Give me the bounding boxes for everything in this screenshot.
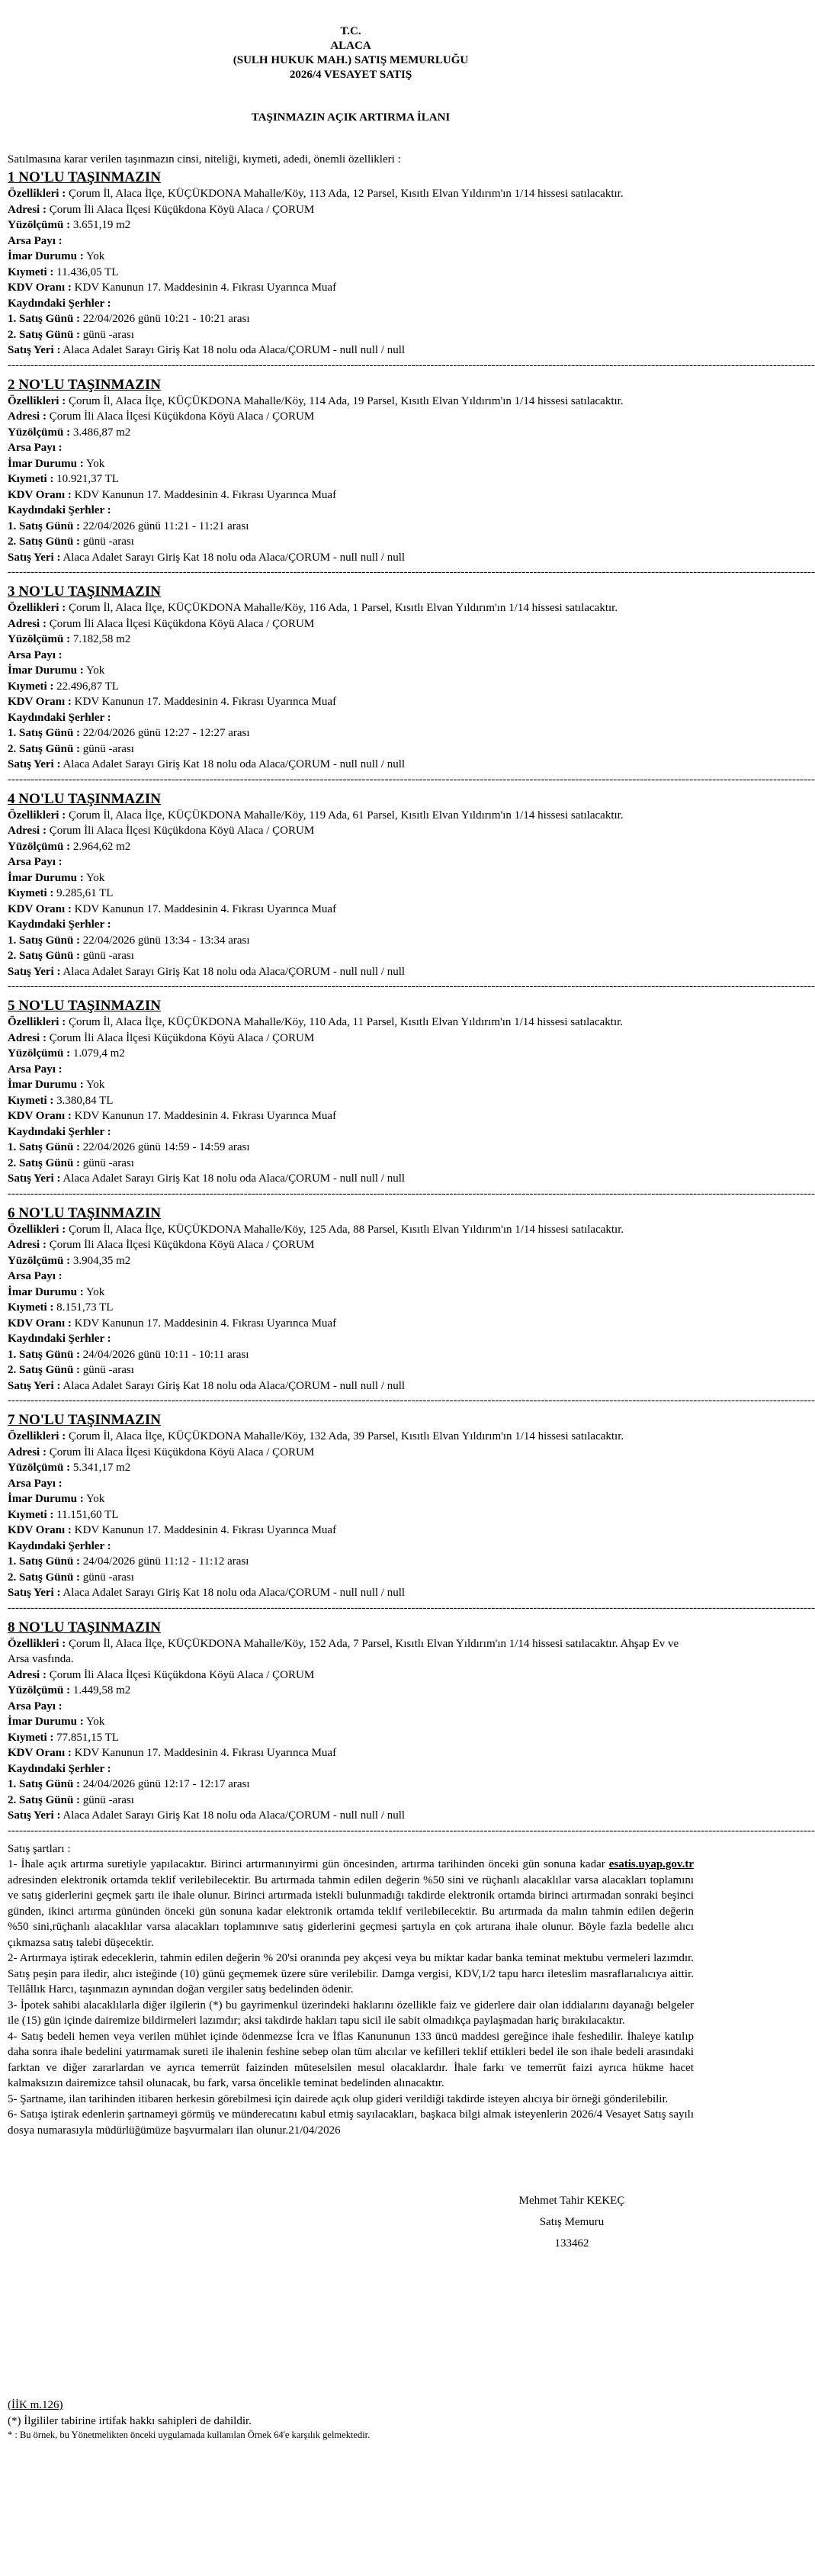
- field-value-zoning: Yok: [85, 457, 105, 470]
- field-value-value: 11.436,05 TL: [56, 265, 119, 278]
- property-row-value: [8, 265, 694, 281]
- property-row-share: [8, 1476, 694, 1492]
- property-row-features: [8, 1636, 694, 1667]
- property-row-place: [8, 757, 694, 773]
- field-value-sale2: günü -arası: [82, 1571, 134, 1584]
- field-value-value: 10.921,37 TL: [56, 473, 119, 485]
- field-value-kdv: KDV Kanunun 17. Maddesinin 4. Fıkrası Uyarınca Muaf: [74, 1524, 337, 1536]
- field-value-area: 1.079,4 m2: [72, 1047, 125, 1060]
- property-row-kdv: [8, 1523, 694, 1539]
- field-label-share: Arsa Payı :: [8, 1477, 63, 1490]
- field-label-sale2: 2. Satış Günü :: [8, 1364, 81, 1376]
- property-row-sale1: [8, 311, 694, 327]
- property-row-sale2: [8, 327, 694, 343]
- property-row-share: [8, 233, 694, 249]
- property-row-annotations: [8, 1331, 694, 1347]
- property-title: 6 NO'LU TAŞINMAZIN: [8, 1204, 161, 1221]
- property-row-kdv: [8, 902, 694, 918]
- field-value-sale2: günü -arası: [82, 1364, 134, 1376]
- field-label-sale1: 1. Satış Günü :: [8, 1555, 81, 1568]
- esatis-link[interactable]: esatis.uyap.gov.tr: [608, 1858, 694, 1870]
- document-footer: [8, 2398, 694, 2442]
- property-row-sale2: [8, 1156, 694, 1172]
- field-value-sale1: 22/04/2026 günü 11:21 - 11:21 arası: [82, 519, 249, 532]
- field-value-features: Çorum İl, Alaca İlçe, KÜÇÜKDONA Mahalle/Köy, 132 Ada, 39 Parsel, Kısıtlı Elvan Yıldırım'ın 1/14 hissesi satılacaktır.: [68, 1430, 624, 1442]
- signatory-title: Satış Memuru: [539, 2216, 605, 2228]
- field-label-sale2: 2. Satış Günü :: [8, 328, 81, 341]
- property-row-value: [8, 679, 694, 695]
- field-label-value: Kıymeti :: [8, 473, 54, 485]
- property-row-value: [8, 471, 694, 487]
- field-value-zoning: Yok: [85, 250, 105, 262]
- field-label-zoning: İmar Durumu :: [8, 664, 84, 677]
- field-value-place: Alaca Adalet Sarayı Giriş Kat 18 nolu oda Alaca/ÇORUM - null null / null: [63, 758, 406, 770]
- field-label-zoning: İmar Durumu :: [8, 1079, 84, 1091]
- field-value-value: 11.151,60 TL: [56, 1508, 119, 1521]
- property-row-place: [8, 1171, 694, 1187]
- property-block: [8, 1619, 815, 1838]
- field-label-features: Özellikleri :: [8, 602, 66, 614]
- field-value-features: Çorum İl, Alaca İlçe, KÜÇÜKDONA Mahalle/Köy, 113 Ada, 12 Parsel, Kısıtlı Elvan Yıldırım'ın 1/14 hissesi satılacaktır.: [68, 188, 624, 200]
- field-label-features: Özellikleri :: [8, 1637, 66, 1650]
- field-label-features: Özellikleri :: [8, 1430, 66, 1442]
- field-label-value: Kıymeti :: [8, 680, 54, 693]
- field-label-address: Adresi :: [8, 617, 47, 630]
- property-row-place: [8, 550, 694, 566]
- field-label-annotations: Kaydındaki Şerhler :: [8, 1762, 111, 1775]
- field-label-annotations: Kaydındaki Şerhler :: [8, 504, 111, 516]
- property-row-features: [8, 600, 694, 616]
- field-label-value: Kıymeti :: [8, 1094, 54, 1107]
- field-label-kdv: KDV Oranı :: [8, 696, 72, 708]
- property-row-annotations: [8, 710, 694, 726]
- property-row-share: [8, 1699, 694, 1715]
- field-label-area: Yüzölçümü :: [8, 1684, 71, 1696]
- field-label-value: Kıymeti :: [8, 1731, 54, 1744]
- field-label-kdv: KDV Oranı :: [8, 1110, 72, 1122]
- field-value-value: 3.380,84 TL: [56, 1094, 114, 1107]
- field-label-annotations: Kaydındaki Şerhler :: [8, 1125, 111, 1138]
- field-value-area: 3.904,35 m2: [72, 1254, 131, 1267]
- field-label-features: Özellikleri :: [8, 394, 66, 407]
- field-label-annotations: Kaydındaki Şerhler :: [8, 297, 111, 310]
- field-label-zoning: İmar Durumu :: [8, 457, 84, 470]
- property-row-zoning: [8, 456, 694, 472]
- field-value-sale2: günü -arası: [82, 328, 134, 341]
- property-row-address: [8, 823, 694, 839]
- document-header: [8, 24, 694, 82]
- property-row-area: [8, 839, 694, 855]
- field-label-area: Yüzölçümü :: [8, 1254, 71, 1267]
- field-value-sale1: 22/04/2026 günü 10:21 - 10:21 arası: [82, 313, 250, 325]
- property-row-zoning: [8, 1077, 694, 1093]
- field-value-kdv: KDV Kanunun 17. Maddesinin 4. Fıkrası Uyarınca Muaf: [74, 902, 337, 915]
- condition-5: 5- Şartname, ilan tarihinden itibaren herkesin görebilmesi için dairede açık olup gideri verildiği takdirde isteyen alıcıya bir örneği gönderilebilir.: [8, 2092, 669, 2105]
- property-row-address: [8, 616, 694, 632]
- property-title: 4 NO'LU TAŞINMAZIN: [8, 790, 161, 807]
- field-label-annotations: Kaydındaki Şerhler :: [8, 918, 111, 931]
- property-row-sale2: [8, 1793, 694, 1809]
- condition-4: 4- Satış bedeli hemen veya verilen mühlet içinde ödenmezse İcra ve İflas Kanununun 133 üncü maddesi gereğince ihale feshedilir. İhaleye katılıp daha sonra ihale bedelini yatırmamak sureti ile ihalenin feshine sebep olan tüm alıcılar ve kefilleri teklif ettikleri bedel ile son ihale bedeli arasındaki farktan ve diğer zararlardan ve ayrıca temerrüt faizinden müteselsilen mesul olacaklardır. İhale farkı ve temerrüt faizi ayrıca hükme hacet kalmaksızın dairemizce tahsil olunacak, bu fark, varsa öncelikle teminat bedelinden alınacaktır.: [8, 2030, 694, 2089]
- field-label-share: Arsa Payı :: [8, 1063, 63, 1076]
- field-label-kdv: KDV Oranı :: [8, 1524, 72, 1536]
- field-label-features: Özellikleri :: [8, 1223, 66, 1236]
- property-row-place: [8, 1585, 694, 1601]
- property-row-area: [8, 1253, 694, 1269]
- property-row-annotations: [8, 1539, 694, 1555]
- property-row-features: [8, 808, 694, 824]
- field-label-sale2: 2. Satış Günü :: [8, 535, 81, 548]
- field-label-area: Yüzölçümü :: [8, 426, 71, 439]
- field-value-features: Çorum İl, Alaca İlçe, KÜÇÜKDONA Mahalle/Köy, 125 Ada, 88 Parsel, Kısıtlı Elvan Yıldırım'ın 1/14 hissesi satılacaktır.: [68, 1223, 624, 1236]
- property-row-area: [8, 632, 694, 648]
- signature-block: [480, 2190, 663, 2254]
- field-label-zoning: İmar Durumu :: [8, 1716, 84, 1728]
- property-row-sale2: [8, 948, 694, 964]
- property-block: [8, 583, 815, 786]
- field-value-address: Çorum İli Alaca İlçesi Küçükdona Köyü Alaca / ÇORUM: [49, 617, 315, 630]
- field-value-zoning: Yok: [85, 871, 105, 884]
- property-row-area: [8, 1460, 694, 1476]
- condition-2: 2- Artırmaya iştirak edeceklerin, tahmin edilen değerin % 20'si oranında pey akçesi veya bu miktar kadar banka teminat mektubu vermeleri lazımdır. Satış peşin para iledir, alıcı isteğinde (10) günü geçmemek üzere süre verilebilir. Damga vergisi, KDV,1/2 tapu harcı ileteslim masraflarıalıcıya aittir. Tellâllık Harcı, taşınmazın aynından doğan vergiler satış bedelinden ödenir.: [8, 1952, 694, 1996]
- field-value-place: Alaca Adalet Sarayı Giriş Kat 18 nolu oda Alaca/ÇORUM - null null / null: [63, 1379, 406, 1392]
- field-label-sale1: 1. Satış Günü :: [8, 934, 81, 947]
- section-separator: --------------------------------------------------------------------------------------------------------------------------------------------------------------------------------------------------------------------: [8, 1824, 815, 1837]
- field-value-place: Alaca Adalet Sarayı Giriş Kat 18 nolu oda Alaca/ÇORUM - null null / null: [63, 1172, 406, 1185]
- field-value-sale2: günü -arası: [82, 1793, 134, 1806]
- field-label-share: Arsa Payı :: [8, 856, 63, 868]
- property-title: 8 NO'LU TAŞINMAZIN: [8, 1619, 161, 1635]
- field-label-address: Adresi :: [8, 825, 47, 837]
- field-label-area: Yüzölçümü :: [8, 840, 71, 853]
- field-label-share: Arsa Payı :: [8, 648, 63, 661]
- field-label-value: Kıymeti :: [8, 1508, 54, 1521]
- field-label-place: Satış Yeri :: [8, 551, 61, 564]
- field-label-kdv: KDV Oranı :: [8, 281, 72, 294]
- condition-1: 1- İhale açık artırma suretiyle yapılacaktır. Birinci artırmanınyirmi gün öncesinden, artırma tarihinden önceki gün sonuna kadar esatis.uyap.gov.tr adresinden elektronik ortamda teklif verilebilecektir. Bu artırmada tahmin edilen değerin %50 sini ve rüçhanlı alacaklılar varsa alacakları toplamını ve satış giderlerini geçmek şartı ile ihale olunur. Birinci artırmada istekli bulunmadığı takdirde elektronik ortamda birinci artırmadan sonraki beşinci günden, ikinci artırma gününden önceki gün sonuna kadar elektronik ortamda teklif verilebilecektir. Bu artırmada da malın tahmin edilen değerin %50 sini,rüçhanlı alacaklılar varsa alacakları toplamınıve satış giderlerini geçmesi şartıyla en çok artırana ihale olunur. Böyle fazla bedelle alıcı çıkmazsa satış talebi düşecektir.: [8, 1858, 694, 1949]
- sale-conditions: [8, 1841, 694, 2139]
- field-value-kdv: KDV Kanunun 17. Maddesinin 4. Fıkrası Uyarınca Muaf: [74, 1110, 337, 1122]
- property-row-area: [8, 217, 694, 233]
- field-label-share: Arsa Payı :: [8, 442, 63, 454]
- field-label-sale2: 2. Satış Günü :: [8, 950, 81, 962]
- field-label-place: Satış Yeri :: [8, 758, 61, 770]
- property-row-sale1: [8, 1347, 694, 1363]
- field-value-kdv: KDV Kanunun 17. Maddesinin 4. Fıkrası Uyarınca Muaf: [74, 1747, 337, 1759]
- header-line-office: (SULH HUKUK MAH.) SATIŞ MEMURLUĞU: [233, 54, 469, 66]
- field-label-share: Arsa Payı :: [8, 1270, 63, 1282]
- field-label-place: Satış Yeri :: [8, 1809, 61, 1822]
- field-value-features: Çorum İl, Alaca İlçe, KÜÇÜKDONA Mahalle/Köy, 114 Ada, 19 Parsel, Kısıtlı Elvan Yıldırım'ın 1/14 hissesi satılacaktır.: [68, 394, 624, 407]
- field-value-sale2: günü -arası: [82, 950, 134, 962]
- field-label-value: Kıymeti :: [8, 265, 54, 278]
- field-value-area: 1.449,58 m2: [72, 1684, 131, 1696]
- property-title: 5 NO'LU TAŞINMAZIN: [8, 998, 161, 1014]
- property-row-features: [8, 1222, 694, 1238]
- field-value-features: Çorum İl, Alaca İlçe, KÜÇÜKDONA Mahalle/Köy, 116 Ada, 1 Parsel, Kısıtlı Elvan Yıldırım'ın 1/14 hissesi satılacaktır.: [68, 602, 618, 614]
- property-row-features: [8, 186, 694, 202]
- property-row-zoning: [8, 663, 694, 679]
- field-value-kdv: KDV Kanunun 17. Maddesinin 4. Fıkrası Uyarınca Muaf: [74, 1317, 337, 1330]
- field-label-sale1: 1. Satış Günü :: [8, 1778, 81, 1790]
- field-label-place: Satış Yeri :: [8, 1379, 61, 1392]
- property-block: [8, 1204, 815, 1408]
- field-label-place: Satış Yeri :: [8, 965, 61, 978]
- field-label-area: Yüzölçümü :: [8, 1462, 71, 1474]
- property-row-kdv: [8, 1108, 694, 1124]
- field-label-features: Özellikleri :: [8, 1016, 66, 1028]
- law-reference: (İİK m.126): [8, 2399, 63, 2411]
- field-value-place: Alaca Adalet Sarayı Giriş Kat 18 nolu oda Alaca/ÇORUM - null null / null: [63, 1809, 406, 1822]
- property-row-annotations: [8, 917, 694, 933]
- field-value-sale2: günü -arası: [82, 1156, 134, 1169]
- field-label-kdv: KDV Oranı :: [8, 488, 72, 501]
- field-label-value: Kıymeti :: [8, 1301, 54, 1314]
- field-label-value: Kıymeti :: [8, 887, 54, 899]
- field-label-zoning: İmar Durumu :: [8, 1493, 84, 1505]
- section-separator: --------------------------------------------------------------------------------------------------------------------------------------------------------------------------------------------------------------------: [8, 566, 815, 578]
- field-value-place: Alaca Adalet Sarayı Giriş Kat 18 nolu oda Alaca/ÇORUM - null null / null: [63, 551, 406, 564]
- section-separator: --------------------------------------------------------------------------------------------------------------------------------------------------------------------------------------------------------------------: [8, 773, 815, 786]
- field-label-area: Yüzölçümü :: [8, 633, 71, 645]
- property-row-sale2: [8, 1570, 694, 1586]
- field-label-sale1: 1. Satış Günü :: [8, 1141, 81, 1153]
- field-value-features: Çorum İl, Alaca İlçe, KÜÇÜKDONA Mahalle/Köy, 110 Ada, 11 Parsel, Kısıtlı Elvan Yıldırım'ın 1/14 hissesi satılacaktır.: [68, 1016, 624, 1028]
- property-row-address: [8, 1237, 694, 1253]
- intro-text: Satılmasına karar verilen taşınmazın cinsi, niteliği, kıymeti, adedi, önemli özellikleri :: [8, 153, 401, 166]
- field-label-sale1: 1. Satış Günü :: [8, 727, 81, 739]
- field-label-kdv: KDV Oranı :: [8, 1747, 72, 1759]
- field-value-place: Alaca Adalet Sarayı Giriş Kat 18 nolu oda Alaca/ÇORUM - null null / null: [63, 1587, 406, 1599]
- field-value-kdv: KDV Kanunun 17. Maddesinin 4. Fıkrası Uyarınca Muaf: [74, 488, 337, 501]
- field-value-sale1: 22/04/2026 günü 12:27 - 12:27 arası: [82, 727, 250, 739]
- field-value-features: Çorum İl, Alaca İlçe, KÜÇÜKDONA Mahalle/Köy, 152 Ada, 7 Parsel, Kısıtlı Elvan Yıldırım'ın 1/14 hissesi satılacaktır. Ahşap Ev ve Arsa vasfında.: [8, 1637, 679, 1665]
- field-label-sale2: 2. Satış Günü :: [8, 1793, 81, 1806]
- property-row-zoning: [8, 249, 694, 265]
- property-row-annotations: [8, 296, 694, 312]
- field-label-place: Satış Yeri :: [8, 344, 61, 356]
- field-label-annotations: Kaydındaki Şerhler :: [8, 1539, 111, 1552]
- field-label-area: Yüzölçümü :: [8, 1047, 71, 1060]
- field-label-kdv: KDV Oranı :: [8, 902, 72, 915]
- property-row-sale1: [8, 1554, 694, 1570]
- property-row-share: [8, 648, 694, 664]
- property-row-sale1: [8, 1140, 694, 1156]
- property-row-address: [8, 409, 694, 425]
- property-block: [8, 1411, 815, 1615]
- property-row-sale2: [8, 741, 694, 757]
- property-row-place: [8, 1378, 694, 1394]
- section-separator: --------------------------------------------------------------------------------------------------------------------------------------------------------------------------------------------------------------------: [8, 359, 815, 371]
- property-row-address: [8, 1667, 694, 1684]
- property-row-area: [8, 1046, 694, 1062]
- property-row-kdv: [8, 1316, 694, 1332]
- field-label-sale1: 1. Satış Günü :: [8, 313, 81, 325]
- property-row-place: [8, 964, 694, 980]
- property-row-annotations: [8, 1761, 694, 1777]
- property-row-annotations: [8, 1124, 694, 1140]
- field-value-zoning: Yok: [85, 1285, 105, 1298]
- field-label-address: Adresi :: [8, 1446, 47, 1458]
- field-value-address: Çorum İli Alaca İlçesi Küçükdona Köyü Alaca / ÇORUM: [49, 1668, 315, 1681]
- property-row-sale2: [8, 534, 694, 550]
- field-value-area: 3.651,19 m2: [72, 219, 131, 231]
- field-label-address: Adresi :: [8, 1239, 47, 1251]
- header-line-file: 2026/4 VESAYET SATIŞ: [289, 69, 412, 81]
- field-label-area: Yüzölçümü :: [8, 219, 71, 231]
- property-title: 2 NO'LU TAŞINMAZIN: [8, 376, 161, 393]
- field-value-address: Çorum İli Alaca İlçesi Küçükdona Köyü Alaca / ÇORUM: [49, 825, 315, 837]
- conditions-heading: Satış şartları :: [8, 1842, 71, 1855]
- field-value-value: 8.151,73 TL: [56, 1301, 114, 1314]
- property-row-place: [8, 343, 694, 359]
- field-value-area: 2.964,62 m2: [72, 840, 131, 853]
- field-value-zoning: Yok: [85, 1079, 105, 1091]
- property-block: [8, 376, 815, 580]
- field-label-zoning: İmar Durumu :: [8, 871, 84, 884]
- property-list: [8, 169, 815, 1838]
- property-title: 7 NO'LU TAŞINMAZIN: [8, 1412, 161, 1428]
- property-row-kdv: [8, 694, 694, 710]
- property-row-sale1: [8, 1777, 694, 1793]
- property-row-sale1: [8, 725, 694, 741]
- section-separator: --------------------------------------------------------------------------------------------------------------------------------------------------------------------------------------------------------------------: [8, 980, 815, 992]
- field-label-address: Adresi :: [8, 410, 47, 423]
- property-row-address: [8, 1445, 694, 1461]
- property-title: 1 NO'LU TAŞINMAZIN: [8, 169, 161, 185]
- field-value-address: Çorum İli Alaca İlçesi Küçükdona Köyü Alaca / ÇORUM: [49, 203, 315, 216]
- footnote-form: * : Bu örnek, bu Yönetmelikten önceki uygulamada kullanılan Örnek 64'e karşılık gelmektedir.: [8, 2430, 371, 2440]
- field-value-kdv: KDV Kanunun 17. Maddesinin 4. Fıkrası Uyarınca Muaf: [74, 281, 337, 294]
- field-value-place: Alaca Adalet Sarayı Giriş Kat 18 nolu oda Alaca/ÇORUM - null null / null: [63, 344, 406, 356]
- section-separator: --------------------------------------------------------------------------------------------------------------------------------------------------------------------------------------------------------------------: [8, 1601, 815, 1614]
- field-value-value: 77.851,15 TL: [56, 1731, 119, 1744]
- header-line-tc: T.C.: [340, 25, 361, 37]
- field-label-address: Adresi :: [8, 1668, 47, 1681]
- property-row-sale1: [8, 519, 694, 535]
- field-label-place: Satış Yeri :: [8, 1172, 61, 1185]
- property-row-value: [8, 1300, 694, 1316]
- field-value-zoning: Yok: [85, 1493, 105, 1505]
- field-value-features: Çorum İl, Alaca İlçe, KÜÇÜKDONA Mahalle/Köy, 119 Ada, 61 Parsel, Kısıtlı Elvan Yıldırım'ın 1/14 hissesi satılacaktır.: [68, 809, 624, 822]
- field-label-share: Arsa Payı :: [8, 1700, 63, 1713]
- field-value-area: 3.486,87 m2: [72, 426, 131, 439]
- property-block: [8, 790, 815, 994]
- property-row-area: [8, 425, 694, 441]
- field-value-kdv: KDV Kanunun 17. Maddesinin 4. Fıkrası Uyarınca Muaf: [74, 696, 337, 708]
- field-value-address: Çorum İli Alaca İlçesi Küçükdona Köyü Alaca / ÇORUM: [49, 1446, 315, 1458]
- signatory-name: Mehmet Tahir KEKEÇ: [518, 2195, 625, 2207]
- field-label-address: Adresi :: [8, 203, 47, 216]
- property-row-share: [8, 440, 694, 456]
- field-value-zoning: Yok: [85, 1716, 105, 1728]
- property-row-zoning: [8, 870, 694, 886]
- property-title: 3 NO'LU TAŞINMAZIN: [8, 584, 161, 600]
- field-label-zoning: İmar Durumu :: [8, 1285, 84, 1298]
- footnote-stakeholders: (*) İlgililer tabirine irtifak hakkı sahipleri de dahildir.: [8, 2414, 252, 2427]
- property-row-features: [8, 1429, 694, 1445]
- section-separator: --------------------------------------------------------------------------------------------------------------------------------------------------------------------------------------------------------------------: [8, 1394, 815, 1407]
- field-value-sale2: günü -arası: [82, 742, 134, 755]
- field-label-features: Özellikleri :: [8, 809, 66, 822]
- field-value-value: 22.496,87 TL: [56, 680, 119, 693]
- section-separator: --------------------------------------------------------------------------------------------------------------------------------------------------------------------------------------------------------------------: [8, 1187, 815, 1200]
- field-label-annotations: Kaydındaki Şerhler :: [8, 1333, 111, 1345]
- property-row-share: [8, 1062, 694, 1078]
- field-value-zoning: Yok: [85, 664, 105, 677]
- field-label-sale2: 2. Satış Günü :: [8, 742, 81, 755]
- field-label-sale2: 2. Satış Günü :: [8, 1156, 81, 1169]
- field-label-annotations: Kaydındaki Şerhler :: [8, 711, 111, 724]
- field-value-sale1: 22/04/2026 günü 13:34 - 13:34 arası: [82, 934, 250, 947]
- field-label-sale1: 1. Satış Günü :: [8, 1348, 81, 1361]
- property-block: [8, 169, 815, 372]
- property-row-address: [8, 1031, 694, 1047]
- property-row-value: [8, 1093, 694, 1109]
- property-row-place: [8, 1808, 694, 1824]
- property-row-features: [8, 394, 694, 410]
- field-value-value: 9.285,61 TL: [56, 887, 114, 899]
- field-value-sale1: 24/04/2026 günü 10:11 - 10:11 arası: [82, 1348, 249, 1361]
- property-row-sale1: [8, 933, 694, 949]
- field-label-sale1: 1. Satış Günü :: [8, 519, 81, 532]
- field-label-place: Satış Yeri :: [8, 1587, 61, 1599]
- field-label-sale2: 2. Satış Günü :: [8, 1571, 81, 1584]
- field-value-sale1: 22/04/2026 günü 14:59 - 14:59 arası: [82, 1141, 250, 1153]
- property-row-address: [8, 202, 694, 218]
- property-row-features: [8, 1015, 694, 1031]
- property-row-annotations: [8, 503, 694, 519]
- field-label-zoning: İmar Durumu :: [8, 250, 84, 262]
- condition-3: 3- İpotek sahibi alacaklılarla diğer ilgilerin (*) bu gayrimenkul üzerindeki haklarını özellikle faiz ve giderlere dair olan iddialarını dayanağı belgeler ile (15) gün içinde dairemize bildirmeleri lazımdır; aksi takdirde hakları tapu sicil ile sabit olmadıkça paylaşmadan hariç bırakılacaktır.: [8, 1999, 694, 2027]
- field-value-address: Çorum İli Alaca İlçesi Küçükdona Köyü Alaca / ÇORUM: [49, 1031, 315, 1044]
- field-label-kdv: KDV Oranı :: [8, 1317, 72, 1330]
- field-value-sale1: 24/04/2026 günü 12:17 - 12:17 arası: [82, 1778, 250, 1790]
- field-label-address: Adresi :: [8, 1031, 47, 1044]
- condition-6: 6- Satışa iştirak edenlerin şartnameyi görmüş ve münderecatını kabul etmiş sayılacakları, başkaca bilgi almak isteyenlerin 2026/4 Vesayet Satış sayılı dosya numarasıyla müdürlüğümüze başvurmaları ilan olunur.21/04/2026: [8, 2108, 694, 2137]
- property-row-kdv: [8, 487, 694, 503]
- property-row-zoning: [8, 1285, 694, 1301]
- property-row-share: [8, 1269, 694, 1285]
- header-line-city: ALACA: [330, 40, 371, 52]
- property-row-sale2: [8, 1362, 694, 1378]
- property-row-kdv: [8, 1745, 694, 1761]
- field-value-sale2: günü -arası: [82, 535, 134, 548]
- property-row-zoning: [8, 1491, 694, 1507]
- property-row-kdv: [8, 280, 694, 296]
- property-row-share: [8, 854, 694, 870]
- field-value-address: Çorum İli Alaca İlçesi Küçükdona Köyü Alaca / ÇORUM: [49, 1239, 315, 1251]
- property-row-zoning: [8, 1714, 694, 1730]
- field-label-share: Arsa Payı :: [8, 234, 63, 247]
- field-value-sale1: 24/04/2026 günü 11:12 - 11:12 arası: [82, 1555, 249, 1568]
- property-row-value: [8, 1730, 694, 1746]
- signatory-number: 133462: [554, 2237, 589, 2250]
- field-label-features: Özellikleri :: [8, 188, 66, 200]
- property-row-value: [8, 1507, 694, 1523]
- field-value-place: Alaca Adalet Sarayı Giriş Kat 18 nolu oda Alaca/ÇORUM - null null / null: [63, 965, 406, 978]
- property-row-area: [8, 1683, 694, 1699]
- property-row-value: [8, 886, 694, 902]
- property-block: [8, 997, 815, 1201]
- field-value-area: 5.341,17 m2: [72, 1462, 131, 1474]
- field-value-area: 7.182,58 m2: [72, 633, 131, 645]
- notice-title: TAŞINMAZIN AÇIK ARTIRMA İLANI: [251, 111, 451, 124]
- field-value-address: Çorum İli Alaca İlçesi Küçükdona Köyü Alaca / ÇORUM: [49, 410, 315, 423]
